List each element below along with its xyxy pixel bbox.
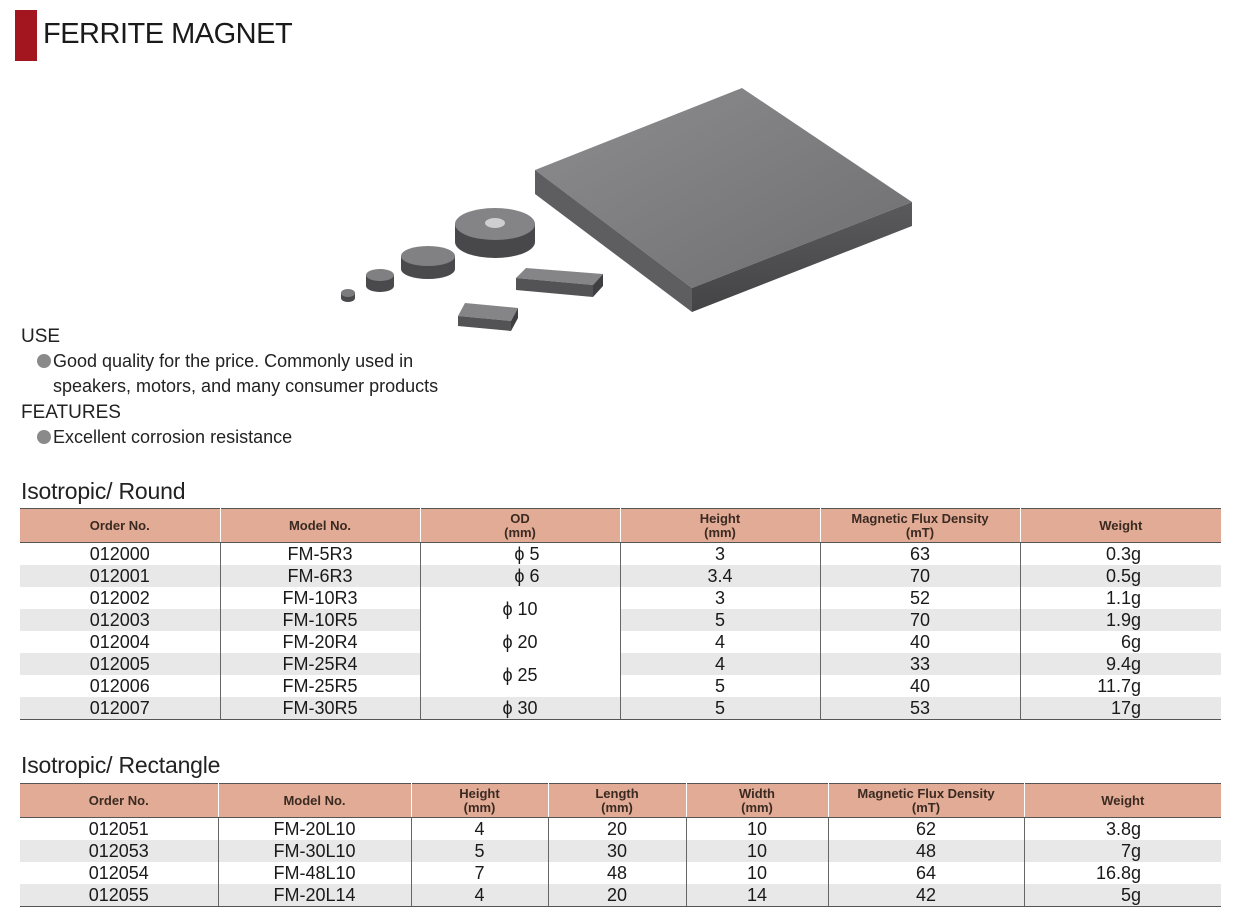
col-flux-density: Magnetic Flux Density (mT) <box>828 784 1024 818</box>
use-bullet <box>37 351 413 372</box>
col-order-no: Order No. <box>20 784 218 818</box>
table-row: 012054 FM-48L10 7 48 10 64 16.8g <box>20 862 1221 884</box>
use-heading: USE <box>21 326 61 347</box>
col-weight: Weight <box>1024 784 1221 818</box>
table-row: 012053 FM-30L10 5 30 10 48 7g <box>20 840 1221 862</box>
table-row: 012000 FM-5R3 ϕ 5 3 63 0.3g <box>20 543 1221 566</box>
bullet-dot-icon <box>37 354 51 368</box>
col-weight: Weight <box>1020 509 1221 543</box>
table-row: 012007 FM-30R5 ϕ 30 5 53 17g <box>20 697 1221 720</box>
disc-magnet-20 <box>401 246 455 279</box>
col-height: Height (mm) <box>620 509 820 543</box>
col-height: Height (mm) <box>411 784 548 818</box>
bar-magnet-long <box>516 268 603 297</box>
round-table-title: Isotropic/ Round <box>21 478 186 504</box>
features-bullet <box>37 427 292 448</box>
ferrite-magnets-photo <box>330 80 930 340</box>
round-spec-table <box>20 508 1221 720</box>
disc-magnet-10 <box>366 269 394 292</box>
col-od: OD (mm) <box>420 509 620 543</box>
table-row: 012003 FM-10R5 5 70 1.9g <box>20 609 1221 631</box>
table-row: 012002 FM-10R3 ϕ 10 3 52 1.1g <box>20 587 1221 609</box>
col-model-no: Model No. <box>220 509 420 543</box>
use-line-2: speakers, motors, and many consumer products <box>53 376 439 396</box>
table-row: 012051 FM-20L10 4 20 10 62 3.8g <box>20 818 1221 841</box>
features-line-1: Excellent corrosion resistance <box>53 427 293 447</box>
use-line-1: Good quality for the price. Commonly used in <box>53 351 414 371</box>
bullet-dot-icon <box>37 430 51 444</box>
table-row: 012004 FM-20R4 ϕ 20 4 40 6g <box>20 631 1221 653</box>
col-length: Length (mm) <box>548 784 686 818</box>
col-model-no: Model No. <box>218 784 411 818</box>
col-order-no: Order No. <box>20 509 220 543</box>
table-row: 012001 FM-6R3 ϕ 6 3.4 70 0.5g <box>20 565 1221 587</box>
disc-magnet-5 <box>341 289 355 302</box>
ring-magnet <box>455 208 535 258</box>
page-title: FERRITE MAGNET <box>43 18 293 50</box>
bar-magnet-short <box>458 303 518 331</box>
title-accent-bar <box>15 10 37 61</box>
rect-spec-table <box>20 783 1221 907</box>
table-row: 012005 FM-25R4 ϕ 25 4 33 9.4g <box>20 653 1221 675</box>
features-heading: FEATURES <box>21 402 121 423</box>
rect-table-title: Isotropic/ Rectangle <box>21 752 221 778</box>
table-row: 012055 FM-20L14 4 20 14 42 5g <box>20 884 1221 907</box>
col-flux-density: Magnetic Flux Density (mT) <box>820 509 1020 543</box>
col-width: Width (mm) <box>686 784 828 818</box>
table-row: 012006 FM-25R5 5 40 11.7g <box>20 675 1221 697</box>
